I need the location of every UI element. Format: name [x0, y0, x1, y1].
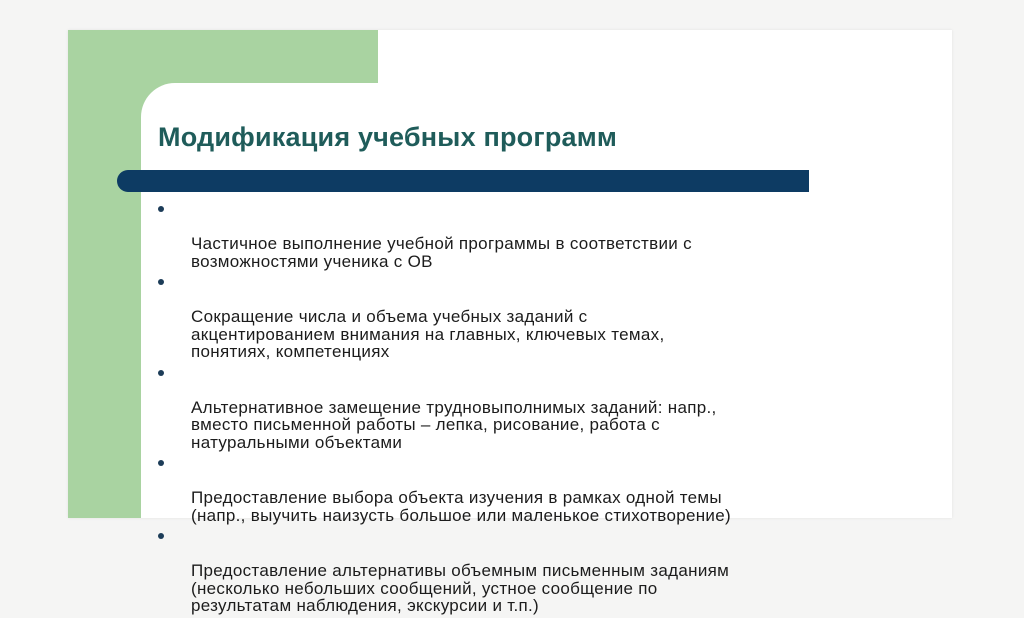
bullet-item-3: [156, 364, 876, 452]
bullet-item-2: [156, 273, 876, 361]
bullet-dot-icon: [158, 206, 164, 212]
bullet-dot-icon: [158, 460, 164, 466]
bullet-item-4: [156, 454, 876, 524]
bullet-item-1: [156, 200, 876, 270]
bullet-text: Альтернативное замещение трудновыполнимых заданий: напр., вместо письменной работы – лепка, рисование, работа с натуральными объектами: [191, 397, 717, 452]
bullet-list: [156, 200, 876, 618]
slide: [68, 30, 952, 615]
slide-title: Модификация учебных программ: [158, 122, 618, 152]
bullet-dot-icon: [158, 370, 164, 376]
bullet-text: Частичное выполнение учебной программы в соответствии с возможностями ученика с ОВ: [191, 234, 692, 271]
bullet-text: Сокращение числа и объема учебных заданий с акцентированием внимания на главных, ключевых темах, понятиях, компетенциях: [191, 307, 665, 361]
bullet-text: Предоставление альтернативы объемным письменным заданиям (несколько небольших сообщений, устное сообщение по результатам наблюдения, экскурсии и т.п.): [191, 561, 730, 615]
bullet-dot-icon: [158, 533, 164, 539]
bullet-item-5: [156, 527, 876, 615]
bullet-dot-icon: [158, 279, 164, 285]
bullet-text: Предоставление выбора объекта изучения в рамках одной темы (напр., выучить наизусть большое или маленькое стихотворение): [191, 488, 731, 525]
title-underline-bar: [117, 170, 809, 192]
